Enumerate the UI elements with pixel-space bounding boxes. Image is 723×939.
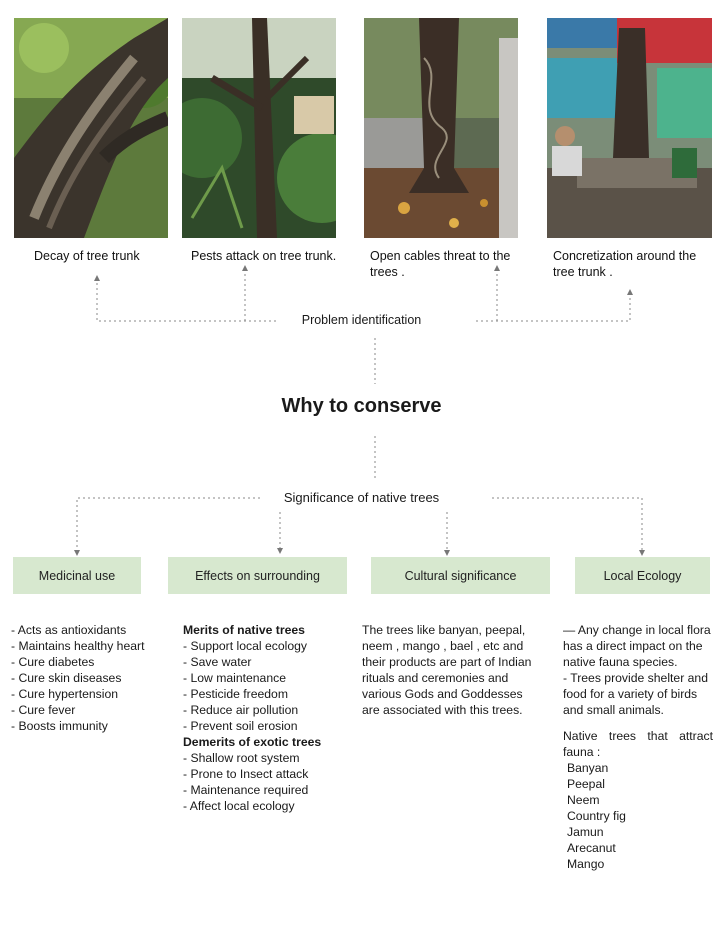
why-to-conserve-title: Why to conserve [281,395,442,417]
ecology-paragraph-2: - Trees provide shelter and food for a variety of birds and small animals. [563,671,708,717]
problem-identification-label: Problem identification [301,313,422,327]
list-item: - Prevent soil erosion [183,719,298,733]
cultural-text [362,622,542,718]
list-item: Peepal [567,777,605,791]
list-item: Arecanut [567,841,616,855]
list-item: - Cure fever [11,703,76,717]
list-item: - Support local ecology [183,639,307,653]
cultural-paragraph: The trees like banyan, peepal, neem , mango , bael , etc and their products are part of Indian rituals and ceremonies and various Gods and Goddesses are associated with this trees. [362,623,532,717]
list-item: - Cure hypertension [11,687,119,701]
list-item: - Acts as antioxidants [11,623,127,637]
list-item: Mango [567,857,605,871]
photo-concretization [547,18,712,238]
ecology-paragraph: — Any change in local flora has a direct impact on the native fauna species. [563,623,711,669]
merits-heading: Merits of native trees [183,623,305,637]
caption-cables: Open cables threat to the trees . [370,249,511,279]
list-item: Jamun [567,825,604,839]
list-item: - Cure diabetes [11,655,95,669]
list-item: Banyan [567,761,609,775]
list-item: - Reduce air pollution [183,703,299,717]
list-item: - Boosts immunity [11,719,108,733]
significance-label: Significance of native trees [283,490,440,505]
list-item: - Low maintenance [183,671,286,685]
caption-decay: Decay of tree trunk [34,249,140,263]
list-item: - Save water [183,655,252,669]
list-item: - Cure skin diseases [11,671,122,685]
attract-heading: Native trees that attract fauna : [563,729,713,759]
photo-open-cables [364,18,518,238]
category-local-ecology: Local Ecology [575,557,710,594]
photo-tree-decay [14,18,168,238]
photo-pest-attack [182,18,336,238]
category-medicinal-use: Medicinal use [13,557,141,594]
ecology-text [563,622,713,872]
effects-list [183,622,321,814]
category-cultural-significance: Cultural significance [371,557,550,594]
list-item: Neem [567,793,600,807]
list-item: - Prone to Insect attack [183,767,309,781]
list-item: - Maintenance required [183,783,309,797]
medicinal-list [11,622,144,734]
list-item: - Pesticide freedom [183,687,288,701]
demerits-heading: Demerits of exotic trees [183,735,322,749]
caption-concretization: Concretization around the tree trunk . [553,249,697,279]
list-item: - Affect local ecology [183,799,295,813]
list-item: - Maintains healthy heart [11,639,145,653]
caption-pests: Pests attack on tree trunk. [191,249,337,263]
category-effects-on-surrounding: Effects on surrounding [168,557,347,594]
list-item: - Shallow root system [183,751,300,765]
list-item: Country fig [567,809,626,823]
